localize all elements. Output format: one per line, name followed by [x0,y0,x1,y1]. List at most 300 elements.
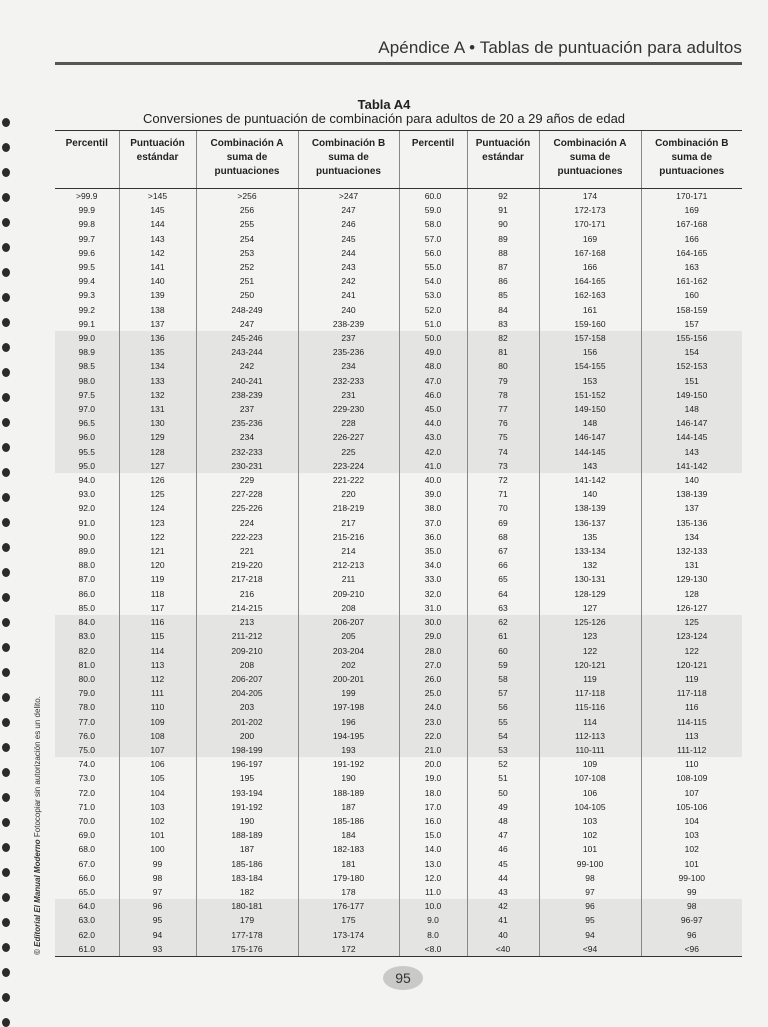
table-cell: 202 [298,658,399,672]
table-cell: 102 [119,814,196,828]
table-cell: 177-178 [196,928,298,942]
table-cell: 242 [196,359,298,373]
table-cell: 28.0 [399,644,467,658]
table-cell: 126-127 [641,601,742,615]
table-cell: 24.0 [399,700,467,714]
table-cell: 143 [119,232,196,246]
table-cell: 130 [119,416,196,430]
table-body [55,189,742,957]
table-row [55,260,742,274]
table-cell: 120 [119,558,196,572]
table-cell: 46.0 [399,388,467,402]
table-cell: 229 [196,473,298,487]
table-row [55,800,742,814]
table-cell: 83 [467,317,539,331]
table-cell: >145 [119,189,196,204]
table-cell: 144-145 [539,445,641,459]
table-cell: 27.0 [399,658,467,672]
table-cell: 32.0 [399,587,467,601]
binding-hole [2,868,10,877]
table-cell: 232-233 [298,374,399,388]
table-cell: 132-133 [641,544,742,558]
table-cell: 205 [298,629,399,643]
header-combinacion-a: Combinación A suma de puntuaciones [196,131,298,189]
table-row [55,303,742,317]
table-cell: 180-181 [196,899,298,913]
table-cell: 148 [539,416,641,430]
table-cell: 140 [119,274,196,288]
table-cell: 99.4 [78,276,96,287]
table-cell: 127 [539,601,641,615]
table-cell: 43 [467,885,539,899]
table-cell: 94.0 [78,475,96,486]
table-cell: 131 [119,402,196,416]
table-cell: 138 [119,303,196,317]
table-cell: 67 [467,544,539,558]
table-cell: 56.0 [399,246,467,260]
table-cell: 88 [467,246,539,260]
table-row [55,288,742,302]
table-cell: 39.0 [399,487,467,501]
table-cell: 197-198 [298,700,399,714]
table-cell: 214 [298,544,399,558]
table-cell: 242 [298,274,399,288]
table-row [55,871,742,885]
table-cell: 66 [467,558,539,572]
header-combinacion-b: Combinación B suma de puntuaciones [298,131,399,189]
table-cell: 114 [119,644,196,658]
table-cell: 245-246 [196,331,298,345]
table-cell: 172 [298,942,399,957]
table-cell: 71 [467,487,539,501]
table-cell: 173-174 [298,928,399,942]
copyright-note [33,696,42,955]
table-cell: 57 [467,686,539,700]
table-cell: 84.0 [55,615,119,629]
binding-hole [2,243,10,252]
table-cell: 137 [641,501,742,515]
table-cell: >99.9 [75,191,98,201]
table-cell: 116 [641,700,742,714]
binding-hole [2,143,10,152]
table-cell: 73.0 [78,773,96,784]
table-cell: 130-131 [539,572,641,586]
table-cell: 117-118 [539,686,641,700]
table-cell: 175 [298,913,399,927]
table-cell: 40.0 [399,473,467,487]
table-cell: 49 [467,800,539,814]
table-cell: 148 [641,402,742,416]
binding-hole [2,468,10,477]
table-row [55,345,742,359]
table-cell: 19.0 [399,771,467,785]
table-cell: 68.0 [78,844,96,855]
table-cell: 188-189 [196,828,298,842]
table-cell: 214-215 [196,601,298,615]
table-cell: 77.0 [55,715,119,729]
table-cell: 87 [467,260,539,274]
table-cell: 209-210 [298,587,399,601]
table-cell: 172-173 [539,203,641,217]
table-cell: 70 [467,501,539,515]
table-cell: 127 [119,459,196,473]
table-cell: 157-158 [539,331,641,345]
table-cell: 234 [298,359,399,373]
table-cell: 183-184 [196,871,298,885]
table-cell: 229-230 [298,402,399,416]
table-cell: 93 [119,942,196,957]
table-cell: 21.0 [399,743,467,757]
table-subtitle: Conversiones de puntuación de combinación para adultos de 20 a 29 años de edad [142,111,626,126]
table-cell: 217 [298,516,399,530]
table-cell: 99 [641,885,742,899]
table-cell: 128-129 [539,587,641,601]
table-cell: 187 [196,842,298,856]
table-cell: <8.0 [399,942,467,957]
table-cell: 241 [298,288,399,302]
table-cell: 99.3 [78,290,96,301]
table-cell: 131 [641,558,742,572]
table-cell: 123 [119,516,196,530]
table-row [55,743,742,757]
table-cell: 137 [119,317,196,331]
table-cell: 94 [539,928,641,942]
table-cell: 41 [467,913,539,927]
table-cell: >247 [298,189,399,204]
table-row [55,317,742,331]
table-cell: 76 [467,416,539,430]
table-cell: 99-100 [641,871,742,885]
table-cell: 74 [467,445,539,459]
table-cell: 37.0 [399,516,467,530]
table-cell: 75.0 [55,743,119,757]
table-cell: 252 [196,260,298,274]
table-cell: 221 [196,544,298,558]
table-cell: 62 [467,615,539,629]
table-cell: 97 [119,885,196,899]
table-cell: 125 [641,615,742,629]
table-cell: 159-160 [539,317,641,331]
table-cell: 110 [641,757,742,771]
table-cell: 55 [467,715,539,729]
table-row [55,587,742,601]
table-cell: 98 [641,899,742,913]
table-row [55,913,742,927]
table-cell: 60.0 [399,189,467,204]
table-cell: 70.0 [78,815,96,826]
table-cell: 13.0 [399,857,467,871]
table-row [55,217,742,231]
table-cell: 126 [119,473,196,487]
table-cell: 228 [298,416,399,430]
table-cell: 151-152 [539,388,641,402]
table-cell: 48.0 [399,359,467,373]
table-cell: 40 [467,928,539,942]
table-cell: 92 [467,189,539,204]
table-cell: 231 [298,388,399,402]
table-cell: 193-194 [196,786,298,800]
table-row [55,402,742,416]
table-cell: 121 [119,544,196,558]
table-row [55,658,742,672]
table-cell: 79.0 [55,686,119,700]
binding-hole [2,193,10,202]
table-cell: 64 [467,587,539,601]
table-cell: 80 [467,359,539,373]
table-cell: 164-165 [641,246,742,260]
table-cell: 87.0 [78,574,96,585]
table-cell: 145 [119,203,196,217]
table-cell: 8.0 [399,928,467,942]
table-cell: 218-219 [298,501,399,515]
table-row [55,899,742,913]
table-cell: 99.9 [78,205,96,216]
table-cell: 36.0 [399,530,467,544]
table-cell: 50.0 [399,331,467,345]
table-cell: 47 [467,828,539,842]
table-cell: 71.0 [78,801,96,812]
table-cell: 55.0 [399,260,467,274]
table-cell: 83.0 [55,629,119,643]
table-cell: 81 [467,345,539,359]
table-row [55,729,742,743]
table-cell: 120-121 [641,658,742,672]
table-cell: 116 [119,615,196,629]
table-cell: 143 [641,445,742,459]
table-row [55,189,742,204]
table-cell: 122 [119,530,196,544]
table-cell: 97.5 [55,388,119,402]
table-cell: 161 [539,303,641,317]
table-row [55,572,742,586]
table-cell: 11.0 [399,885,467,899]
table-cell: 50 [467,786,539,800]
table-cell: 129 [119,430,196,444]
table-cell: <96 [641,942,742,957]
table-cell: 20.0 [399,757,467,771]
table-cell: 154-155 [539,359,641,373]
table-cell: 125 [119,487,196,501]
table-cell: 35.0 [399,544,467,558]
binding-hole [2,818,10,827]
binding-hole [2,293,10,302]
table-cell: 179-180 [298,871,399,885]
table-cell: 63.0 [55,913,119,927]
table-cell: 26.0 [399,672,467,686]
table-cell: 138-139 [641,487,742,501]
binding-hole [2,743,10,752]
table-cell: 203-204 [298,644,399,658]
table-cell: 101 [539,842,641,856]
binding-hole [2,393,10,402]
table-cell: 91.0 [78,517,96,528]
table-cell: 23.0 [399,715,467,729]
table-cell: 166 [641,232,742,246]
table-cell: 107-108 [539,771,641,785]
table-cell: 247 [196,317,298,331]
table-cell: 99.2 [78,304,96,315]
table-cell: 29.0 [399,629,467,643]
table-cell: 113 [641,729,742,743]
table-cell: 140 [539,487,641,501]
table-cell: 65.0 [78,886,96,897]
table-cell: 237 [196,402,298,416]
table-cell: 230-231 [196,459,298,473]
table-cell: 225 [298,445,399,459]
table-cell: 107 [119,743,196,757]
table-row [55,686,742,700]
table-cell: 238-239 [196,388,298,402]
table-cell: 185-186 [298,814,399,828]
table-cell: 81.0 [55,658,119,672]
table-row [55,629,742,643]
table-cell: 85.0 [78,602,96,613]
table-cell: 136-137 [539,516,641,530]
table-cell: 151 [641,374,742,388]
table-cell: 99.7 [78,233,96,244]
table-cell: 158-159 [641,303,742,317]
table-row [55,601,742,615]
binding-hole [2,518,10,527]
table-cell: 62.0 [55,928,119,942]
table-cell: 117 [119,601,196,615]
table-cell: 80.0 [55,672,119,686]
table-row [55,544,742,558]
table-cell: 57.0 [399,232,467,246]
spiral-binding [0,0,14,1024]
table-cell: 219-220 [196,558,298,572]
table-cell: 85 [467,288,539,302]
table-cell: 98.0 [55,374,119,388]
table-cell: 178 [298,885,399,899]
table-row [55,700,742,714]
table-cell: 182-183 [298,842,399,856]
table-cell: 179 [196,913,298,927]
table-cell: 235-236 [298,345,399,359]
table-cell: 140 [641,473,742,487]
binding-hole [2,493,10,502]
table-cell: 109 [539,757,641,771]
table-cell: 22.0 [399,729,467,743]
table-cell: 141-142 [539,473,641,487]
table-row [55,615,742,629]
table-cell: 111 [119,686,196,700]
table-cell: 243-244 [196,345,298,359]
table-cell: 18.0 [399,786,467,800]
table-row [55,274,742,288]
table-cell: 253 [196,246,298,260]
table-cell: 43.0 [399,430,467,444]
table-cell: 195 [196,771,298,785]
table-cell: 243 [298,260,399,274]
table-cell: 10.0 [399,899,467,913]
table-cell: 33.0 [399,572,467,586]
table-cell: 38.0 [399,501,467,515]
table-row [55,331,742,345]
binding-hole [2,418,10,427]
table-cell: 93.0 [78,489,96,500]
table-cell: 215-216 [298,530,399,544]
table-cell: 96-97 [641,913,742,927]
table-cell: 65 [467,572,539,586]
table-cell: 155-156 [641,331,742,345]
table-cell: 72.0 [78,787,96,798]
table-cell: 120-121 [539,658,641,672]
table-cell: 73 [467,459,539,473]
binding-hole [2,318,10,327]
table-cell: 102 [539,828,641,842]
table-cell: 17.0 [399,800,467,814]
table-cell: 200-201 [298,672,399,686]
table-row [55,430,742,444]
table-row [55,771,742,785]
table-cell: 124 [119,501,196,515]
table-cell: 237 [298,331,399,345]
table-cell: 84 [467,303,539,317]
table-cell: 143 [539,459,641,473]
table-cell: 182 [196,885,298,899]
table-cell: 64.0 [55,899,119,913]
header-puntuacion-estandar: Puntuación estándar [119,131,196,189]
table-cell: 69 [467,516,539,530]
table-cell: 58 [467,672,539,686]
table-cell: 63 [467,601,539,615]
table-cell: 58.0 [399,217,467,231]
table-cell: 238-239 [298,317,399,331]
table-cell: 144-145 [641,430,742,444]
table-cell: 112 [119,672,196,686]
binding-hole [2,568,10,577]
binding-hole [2,343,10,352]
binding-hole [2,593,10,602]
table-cell: 103 [539,814,641,828]
table-cell: 89.0 [78,546,96,557]
table-cell: 99.0 [55,331,119,345]
binding-hole [2,643,10,652]
table-cell: 175-176 [196,942,298,957]
table-cell: 167-168 [539,246,641,260]
copyright-publisher: © Editorial El Manual Moderno [33,839,42,955]
table-cell: 115 [119,629,196,643]
table-cell: 82 [467,331,539,345]
table-cell: 251 [196,274,298,288]
table-cell: 69.0 [78,830,96,841]
table-cell: 247 [298,203,399,217]
table-cell: 101 [641,857,742,871]
table-cell: 59.0 [399,203,467,217]
table-cell: 90 [467,217,539,231]
table-cell: 208 [196,658,298,672]
table-cell: 157 [641,317,742,331]
table-cell: 160 [641,288,742,302]
table-cell: 105 [119,771,196,785]
table-cell: 169 [539,232,641,246]
table-cell: 99.6 [78,247,96,258]
table-cell: 16.0 [399,814,467,828]
table-cell: 244 [298,246,399,260]
binding-hole [2,268,10,277]
table-cell: 94 [119,928,196,942]
table-cell: 54 [467,729,539,743]
table-cell: 134 [641,530,742,544]
table-cell: 196-197 [196,757,298,771]
table-row [55,828,742,842]
table-cell: 98.5 [55,359,119,373]
copyright-warning: Fotocopiar sin autorización es un delito. [33,696,42,838]
table-cell: 104-105 [539,800,641,814]
table-cell: 190 [196,814,298,828]
table-cell: 107 [641,786,742,800]
